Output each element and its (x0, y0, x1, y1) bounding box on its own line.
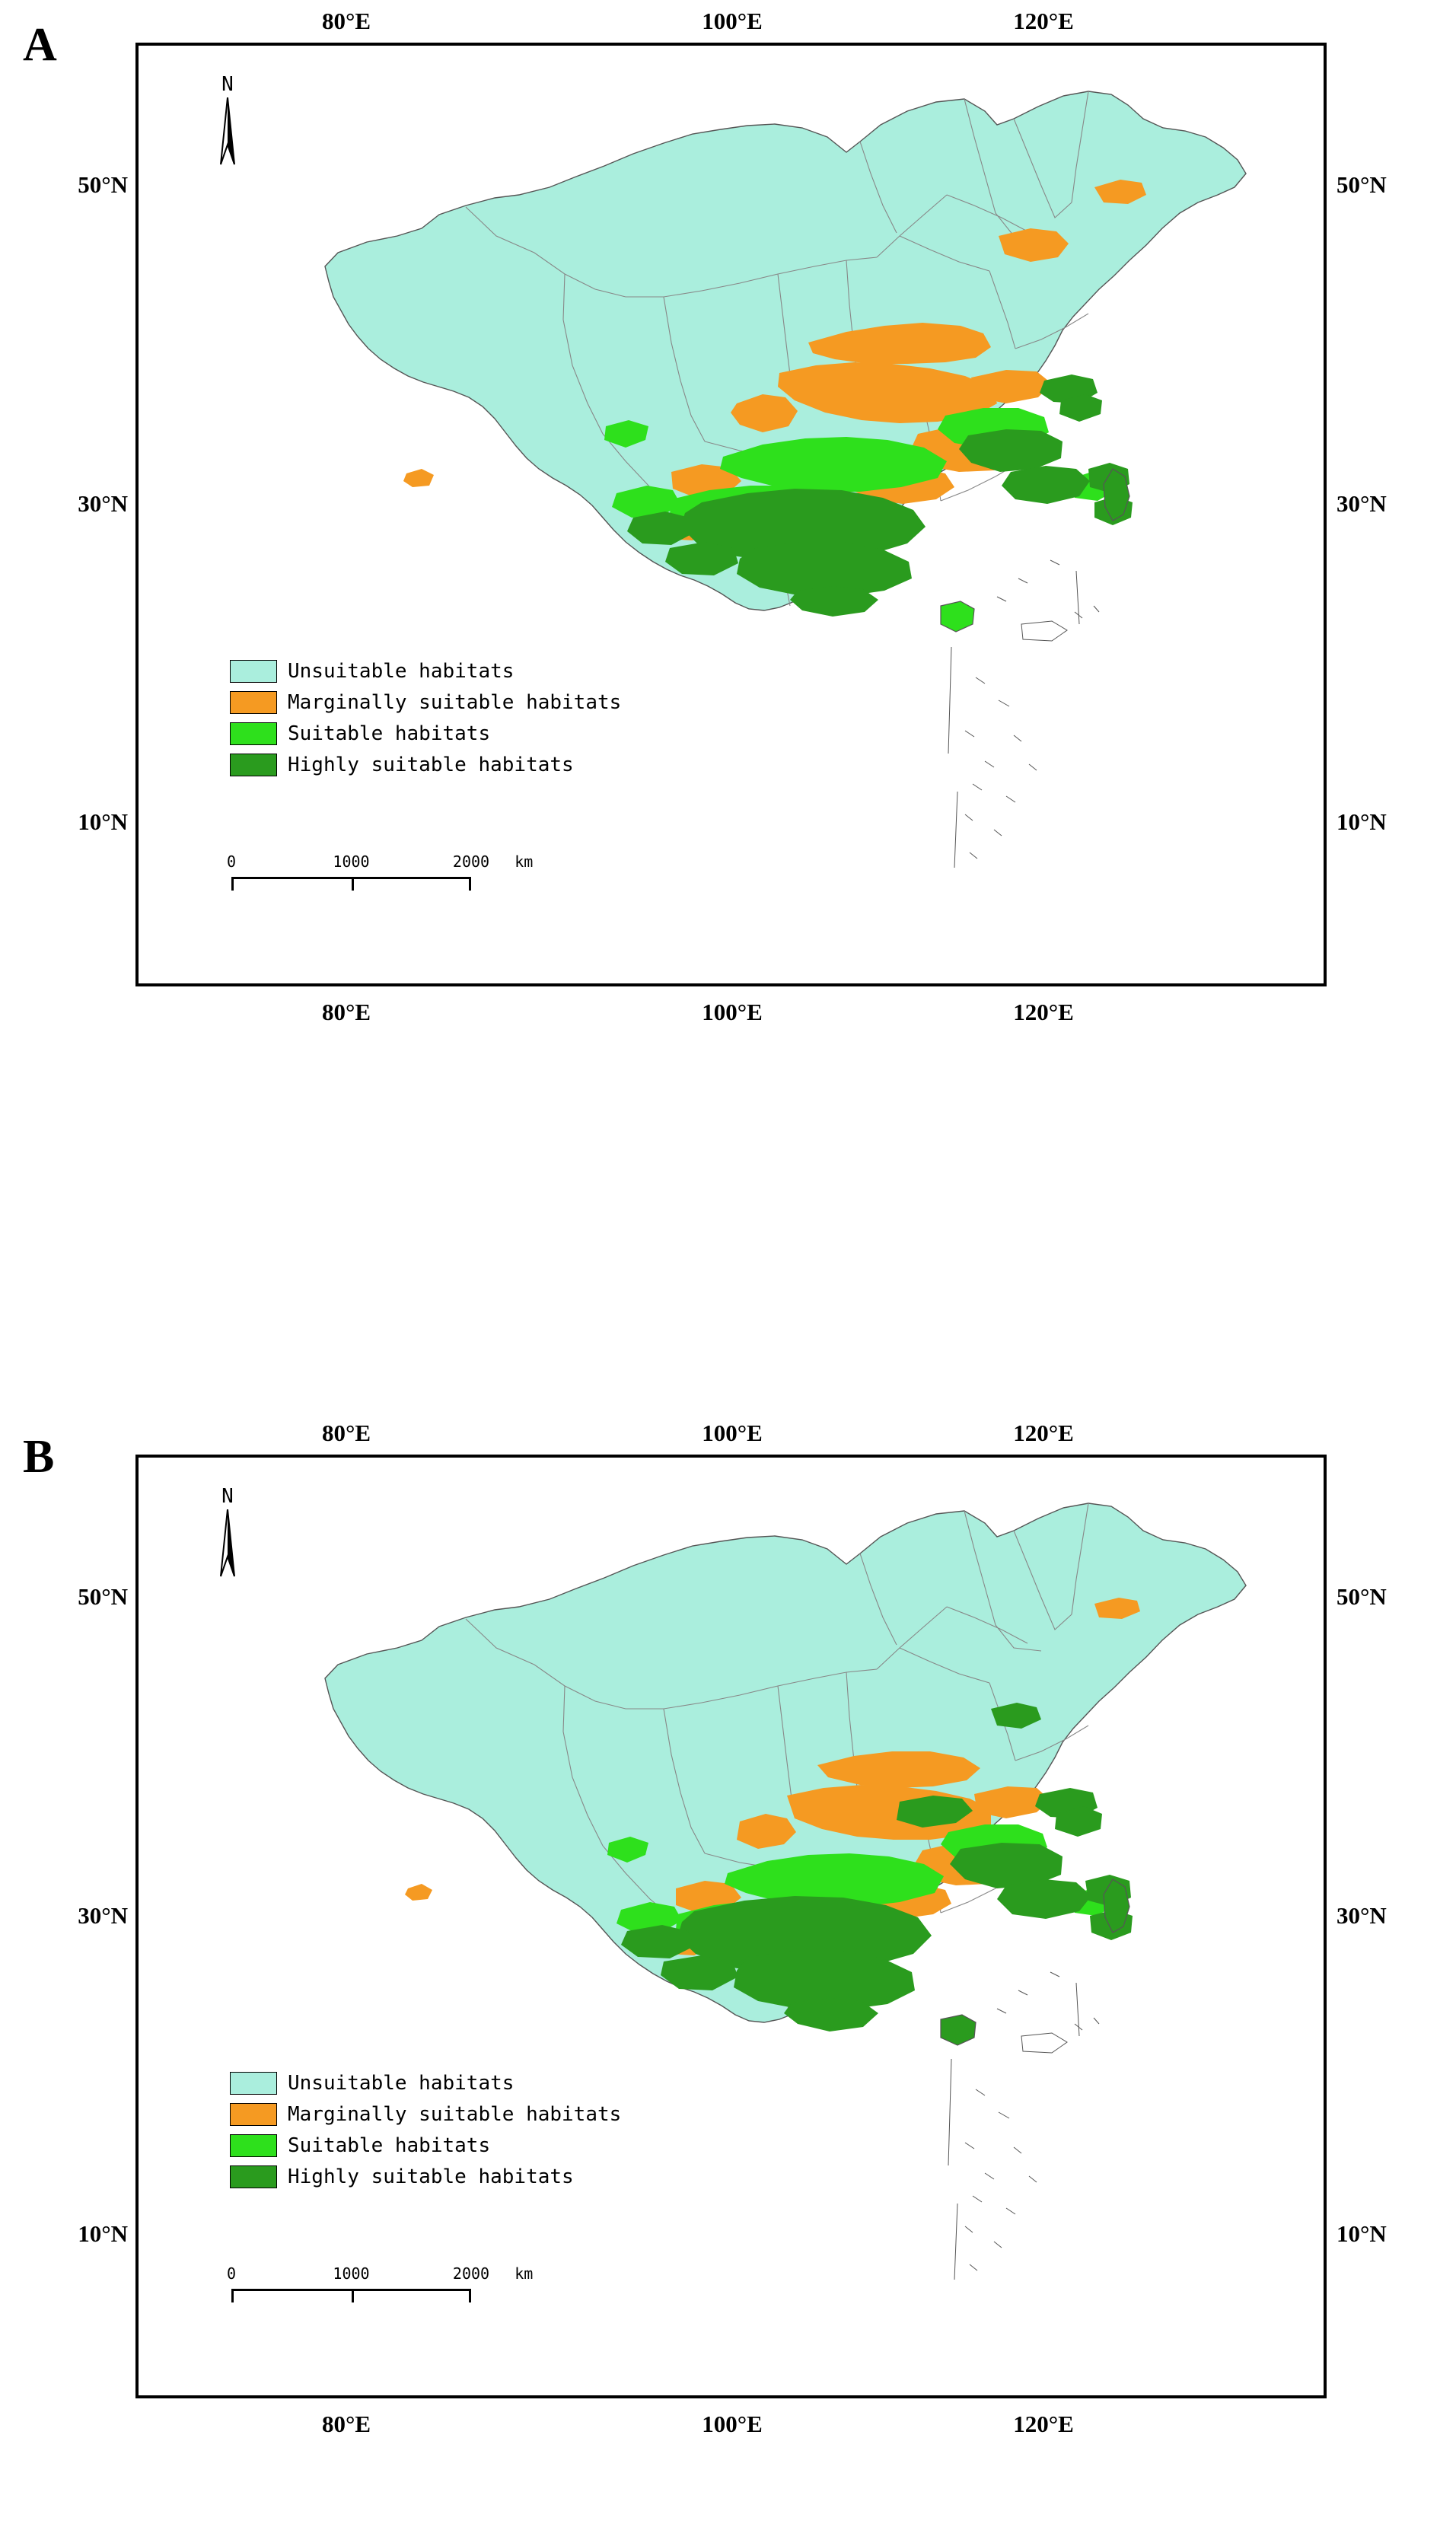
legend-label-suitable: Suitable habitats (288, 2134, 491, 2157)
legend-swatch-marginally-suitable (230, 2103, 277, 2126)
legend-swatch-highly-suitable (230, 2165, 277, 2188)
scale-tick-label-2000: 2000 (452, 852, 490, 871)
axis-left-label-30n: 30°N (78, 1902, 128, 1929)
legend-a (230, 657, 621, 782)
north-arrow-label: N (221, 1485, 234, 1508)
axis-bottom-label-100e: 100°E (702, 2411, 763, 2437)
panel-letter-b: B (23, 1431, 55, 1483)
legend-item-highly-suitable (230, 750, 621, 779)
scale-bar-b (226, 2264, 534, 2304)
legend-item-suitable (230, 719, 621, 748)
legend-b (230, 2069, 621, 2194)
legend-swatch-suitable (230, 2134, 277, 2157)
legend-label-highly-suitable: Highly suitable habitats (288, 754, 574, 776)
axis-right-label-30n: 30°N (1337, 490, 1387, 517)
north-arrow-icon (211, 1509, 244, 1579)
scale-bar-tick-0 (231, 2289, 234, 2302)
legend-swatch-unsuitable (230, 2072, 277, 2095)
scale-bar-line (231, 2289, 471, 2304)
north-arrow-label: N (221, 73, 234, 96)
axis-top-label-100e: 100°E (702, 1420, 763, 1446)
legend-item-suitable (230, 2131, 621, 2160)
legend-label-highly-suitable: Highly suitable habitats (288, 2165, 574, 2188)
map-plot-area-a (135, 43, 1327, 986)
map-graphic-a (139, 46, 1324, 983)
scale-bar-tick-0 (231, 877, 234, 891)
axis-top-label-80e: 80°E (321, 1420, 371, 1446)
legend-item-marginally-suitable (230, 2100, 621, 2129)
legend-swatch-highly-suitable (230, 754, 277, 776)
legend-label-unsuitable: Unsuitable habitats (288, 660, 515, 683)
legend-label-suitable: Suitable habitats (288, 722, 491, 745)
scale-bar-labels (226, 852, 534, 872)
axis-right-label-50n: 50°N (1337, 1583, 1387, 1610)
scale-bar-a (226, 852, 534, 892)
north-arrow (201, 1487, 254, 1579)
map-panel-a (0, 0, 1456, 1043)
axis-left-label-50n: 50°N (78, 171, 128, 198)
legend-item-marginally-suitable (230, 688, 621, 717)
legend-label-unsuitable: Unsuitable habitats (288, 2072, 515, 2095)
axis-bottom-label-120e: 120°E (1013, 2411, 1074, 2437)
axis-right-label-10n: 10°N (1337, 808, 1387, 835)
scale-tick-label-2000: 2000 (452, 2264, 490, 2283)
scale-tick-label-0: 0 (226, 852, 237, 871)
axis-bottom-label-120e: 120°E (1013, 999, 1074, 1025)
axis-left-label-50n: 50°N (78, 1583, 128, 1610)
axis-bottom-label-80e: 80°E (321, 2411, 371, 2437)
legend-label-marginally-suitable: Marginally suitable habitats (288, 691, 622, 714)
legend-swatch-suitable (230, 722, 277, 745)
north-arrow (201, 75, 254, 167)
axis-right-label-50n: 50°N (1337, 171, 1387, 198)
axis-top-label-120e: 120°E (1013, 8, 1074, 34)
axis-left-label-10n: 10°N (78, 808, 128, 835)
legend-swatch-marginally-suitable (230, 691, 277, 714)
scale-bar-tick-2 (469, 877, 471, 891)
scale-unit-label: km (515, 852, 534, 871)
scale-bar-tick-2 (469, 2289, 471, 2302)
axis-right-label-10n: 10°N (1337, 2220, 1387, 2247)
axis-left-label-10n: 10°N (78, 2220, 128, 2247)
map-graphic-b (139, 1458, 1324, 2395)
north-arrow-icon (211, 97, 244, 167)
map-panel-b (0, 1412, 1456, 2455)
axis-bottom-label-100e: 100°E (702, 999, 763, 1025)
axis-top-label-80e: 80°E (321, 8, 371, 34)
scale-tick-label-0: 0 (226, 2264, 237, 2283)
axis-bottom-label-80e: 80°E (321, 999, 371, 1025)
legend-item-unsuitable (230, 2069, 621, 2098)
scale-bar-labels (226, 2264, 534, 2284)
scale-bar-tick-1 (352, 877, 354, 891)
axis-right-label-30n: 30°N (1337, 1902, 1387, 1929)
scale-unit-label: km (515, 2264, 534, 2283)
panel-letter-a: A (23, 19, 57, 71)
legend-item-highly-suitable (230, 2162, 621, 2191)
legend-swatch-unsuitable (230, 660, 277, 683)
axis-top-label-120e: 120°E (1013, 1420, 1074, 1446)
legend-label-marginally-suitable: Marginally suitable habitats (288, 2103, 622, 2126)
axis-top-label-100e: 100°E (702, 8, 763, 34)
scale-bar-tick-1 (352, 2289, 354, 2302)
axis-left-label-30n: 30°N (78, 490, 128, 517)
scale-tick-label-1000: 1000 (333, 2264, 370, 2283)
scale-tick-label-1000: 1000 (333, 852, 370, 871)
map-plot-area-b (135, 1455, 1327, 2398)
scale-bar-line (231, 877, 471, 892)
legend-item-unsuitable (230, 657, 621, 686)
